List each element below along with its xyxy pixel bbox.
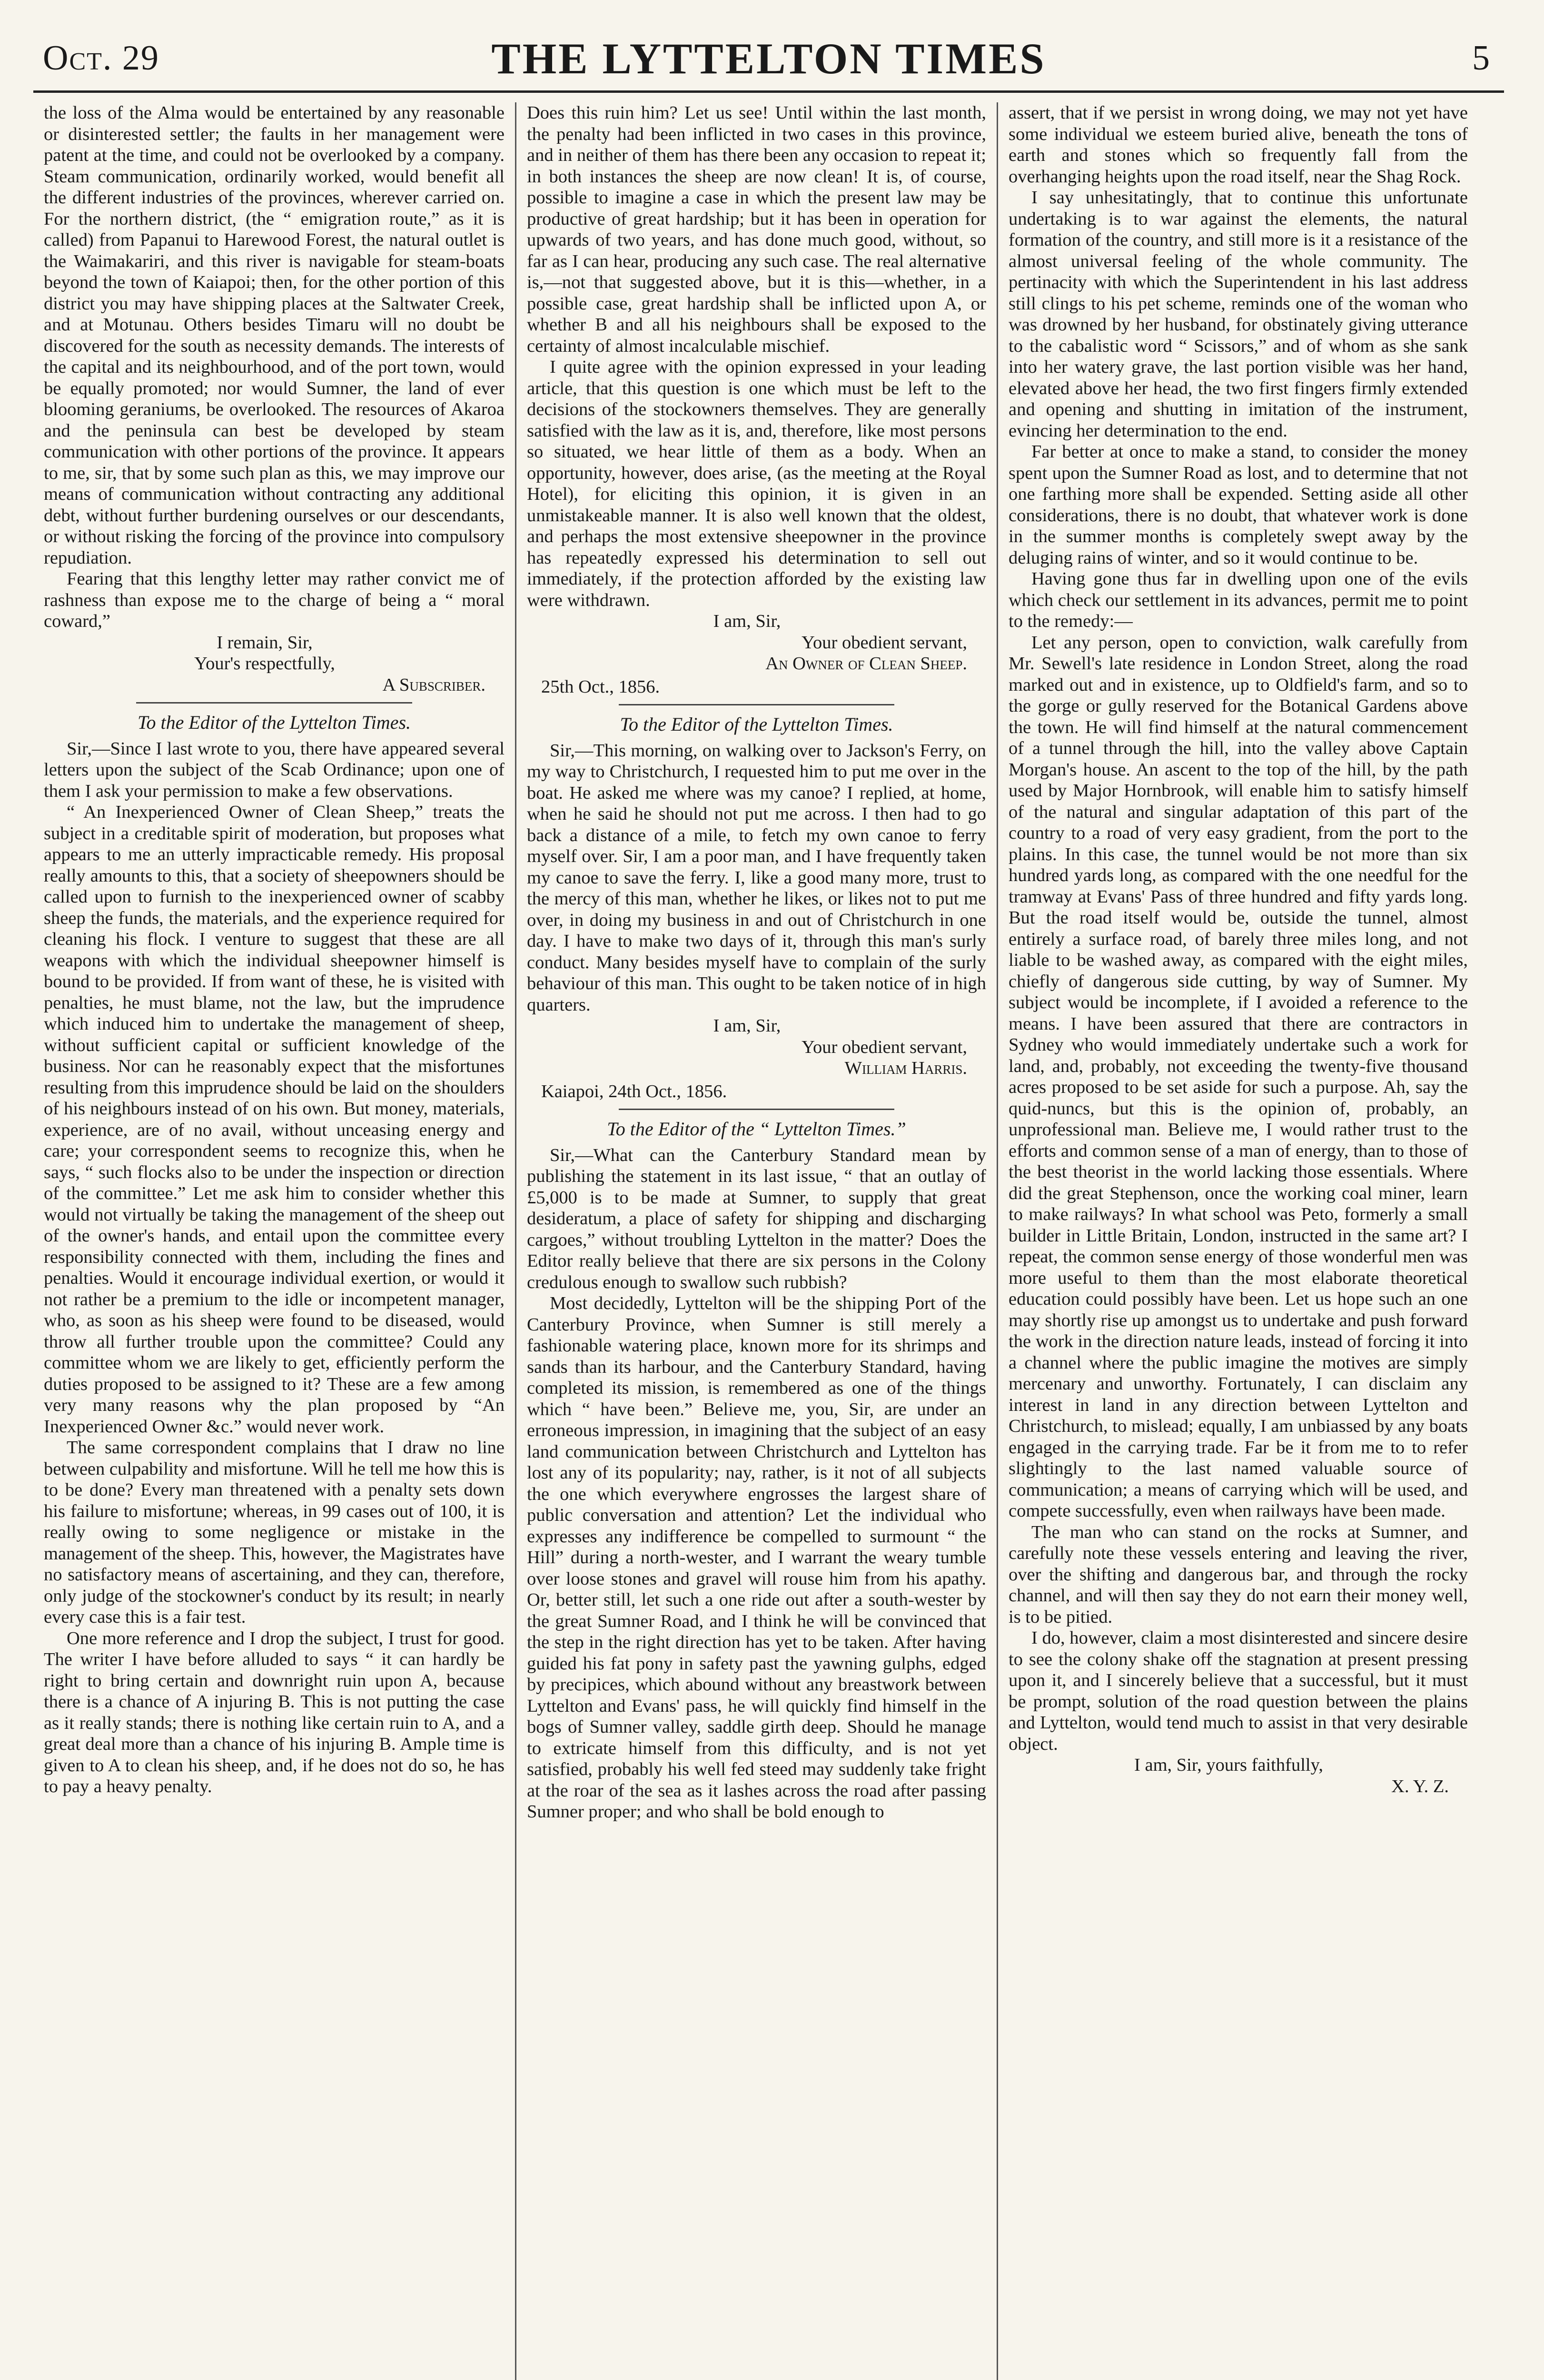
column-1 xyxy=(33,102,515,2380)
paragraph: Far better at once to make a stand, to consider the money spent upon the Sumner Road as lost, and to determine that not one farthing more shall be expended. Setting aside all other considerations, there is no doubt, that whatever work is done in the summer months is completely swept away by the deluging rains of winter, and so it would continue to be. xyxy=(1009,442,1468,568)
paragraph: I say unhesitatingly, that to continue this unfortunate undertaking is to war against the elements, the natural formation of the country, and still more is it a resistance of the almost universal feeling of the whole community. The pertinacity with which the Superintendent in his last address still clings to his pet scheme, reminds one of the woman who was drowned by her husband, for obstinately giving utterance to the cabalistic word “ Scissors,” and of whom as she sank into her watery grave, the last portion visible was her hand, elevated above her head, the two first fingers firmly extended and opening and shutting in imitation of the instrument, evincing her determination to the end. xyxy=(1009,188,1468,441)
signature: An Owner of Clean Sheep. xyxy=(765,654,967,674)
newspaper-title: THE LYTTELTON TIMES xyxy=(491,34,1046,83)
signature: William Harris. xyxy=(844,1058,967,1078)
letter-heading: To the Editor of the “ Lyttelton Times.” xyxy=(607,1118,906,1140)
page-number: 5 xyxy=(1472,39,1490,78)
divider xyxy=(619,1109,894,1110)
signature: X. Y. Z. xyxy=(1391,1776,1449,1796)
article-columns xyxy=(33,102,1504,2380)
signoff-line: I am, Sir, yours faithfully, xyxy=(1134,1755,1323,1775)
divider xyxy=(136,702,413,704)
paragraph: The same correspondent complains that I draw no line between culpability and misfortune. Will he tell me how this is to be done? Every man threatened with a penalty sets down his failure to misfortune; whereas, in 99 cases out of 100, it is really owing to some negligence or mistake in the management of the sheep. This, however, the Magistrates have no satisfactory means of ascertaining, and they can, therefore, only judge of the stockowner's conduct by its result; in nearly every case this is a fair test. xyxy=(44,1438,505,1627)
letter-date: Kaiapoi, 24th Oct., 1856. xyxy=(541,1081,727,1101)
paragraph: Most decidedly, Lyttelton will be the shipping Port of the Canterbury Province, when Sumner is still merely a fashionable watering place, known more for its shrimps and sands than its harbour, and the Canterbury Standard, having completed its mission, is remembered as one of the things which “ have been.” Believe me, you, Sir, are under an erroneous impression, in imagining that the subject of an easy land communication between Christchurch and Lyttelton has lost any of its popularity; nay, rather, is it not of all subjects the one which everywhere engrosses the largest share of public conversation and attention? Let the individual who expresses any indifference be compelled to surmount “ the Hill” during a north-wester, and I warrant the weary tumble over loose stones and gravel will rouse him from his apathy. Or, better still, let such a one ride out after a south-wester by the great Sumner Road, and I think he will be convinced that the step in the right direction has yet to be taken. After having guided his fat pony in safety past the yawning gulphs, edged by precipices, which abound without any breastwork between Lyttelton and Evans' pass, he will quickly find himself in the bogs of Sumner valley, saddle girth deep. Should he manage to extricate himself from this difficulty, and is not yet satisfied, probably his well fed steed may suddenly take fright at the roar of the sea as it lashes across the road after passing Sumner proper; and who shall be bold enough to xyxy=(527,1293,986,1822)
signoff-line: Your obedient servant, xyxy=(802,632,967,653)
issue-date: Oct. 29 xyxy=(43,39,159,78)
signoff-line: I remain, Sir, xyxy=(217,632,313,653)
letter-heading: To the Editor of the Lyttelton Times. xyxy=(137,712,411,733)
paragraph: Sir,—Since I last wrote to you, there have appeared several letters upon the subject of the Scab Ordinance; upon one of them I ask your permission to make a few observations. xyxy=(44,738,505,801)
paragraph: I quite agree with the opinion expressed in your leading article, that this question is one which must be left to the decisions of the stockowners themselves. They are generally satisfied with the law as it is, and, therefore, like most persons so situated, we hear little of them as a body. When an opportunity, however, does arise, (as the meeting at the Royal Hotel), for eliciting this opinion, it is given in an unmistakeable manner. It is also well known that the oldest, and perhaps the most extensive sheepowner in the province has repeatedly expressed his determination to sell out immediately, if the protection afforded by the existing law were withdrawn. xyxy=(527,357,986,610)
column-2 xyxy=(515,102,997,2380)
divider xyxy=(619,704,894,705)
paragraph: I do, however, claim a most disinterested and sincere desire to see the colony shake off the stagnation at present pressing upon it, and I sincerely believe that a successful, but it must be prompt, solution of the road question between the plains and Lyttelton, would tend much to assist in that very desirable object. xyxy=(1009,1628,1468,1754)
signoff-line: Your's respectfully, xyxy=(194,654,335,674)
paragraph: Sir,—This morning, on walking over to Jackson's Ferry, on my way to Christchurch, I requested him to put me over in the boat. He asked me where was my canoe? I replied, at home, when he said he should not put me across. I then had to go back a distance of a mile, to fetch my own canoe to ferry myself over. Sir, I am a poor man, and I have frequently taken my canoe to save the ferry. I, like a good many more, trust to the mercy of this man, whether he likes, or likes not to put me over, in doing my business in and out of Christchurch in one day. I have to make two days of it, through this man's surly conduct. Many besides myself have to complain of the surly behaviour of this man. This ought to be taken notice of in high quarters. xyxy=(527,740,986,1015)
masthead xyxy=(33,19,1504,93)
signature: A Subscriber. xyxy=(382,674,485,695)
signoff-line: I am, Sir, xyxy=(713,1016,781,1036)
letter-continuation: assert, that if we persist in wrong doing, we may not yet have some individual we esteem buried alive, beneath the tons of earth and stones which so frequently fall from the overhanging heights upon the road itself, near the Shag Rock. xyxy=(1009,103,1468,187)
signoff-line: Your obedient servant, xyxy=(802,1037,967,1057)
letter-date: 25th Oct., 1856. xyxy=(541,676,660,697)
column-3 xyxy=(997,102,1478,2380)
paragraph: The man who can stand on the rocks at Sumner, and carefully note these vessels entering and leaving the river, over the shifting and dangerous bar, and through the rocky channel, and will then say they do not earn their money well, is to be pitied. xyxy=(1009,1522,1468,1627)
signoff-line: I am, Sir, xyxy=(713,611,781,631)
letter-closing: Fearing that this lengthy letter may rather convict me of rashness than expose me to the charge of being a “ moral coward,” xyxy=(44,569,505,631)
letter-continuation: the loss of the Alma would be entertained by any reasonable or disinterested settler; the faults in her management were patent at the time, and could not be overlooked by a company. Steam communication, ordinarily worked, would benefit all the different industries of the provinces, wherever carried on. For the northern district, (the “ emigration route,” as it is called) from Papanui to Harewood Forest, the natural outlet is the Waimakariri, and this river is navigable for steam-boats beyond the town of Kaiapoi; then, for the other portion of this district you may have shipping places at the Saltwater Creek, and at Motunau. Others besides Timaru will no doubt be discovered for the south as necessity demands. The interests of the capital and its neighbourhood, and of the port town, would be equally promoted; nor would Sumner, the land of ever blooming geraniums, be overlooked. The resources of Akaroa and the peninsula can best be developed by steam communication with other portions of the province. It appears to me, sir, that by some such plan as this, we may improve our means of communication without contracting any additional debt, without further burdening ourselves or our descendants, or without risking the forcing of the province into compulsory repudiation. xyxy=(44,103,505,568)
paragraph: Sir,—What can the Canterbury Standard mean by publishing the statement in its last issue, “ that an outlay of £5,000 is to be made at Sumner, to supply that great desideratum, a place of safety for shipping and discharging cargoes,” without troubling Lyttelton in the matter? Does the Editor really believe that there are six persons in the Colony credulous enough to swallow such rubbish? xyxy=(527,1145,986,1292)
paragraph: “ An Inexperienced Owner of Clean Sheep,” treats the subject in a creditable spirit of moderation, but proposes what appears to me an utterly impracticable remedy. His proposal really amounts to this, that a society of sheepowners should be called upon to furnish to the inexperienced owner of scabby sheep the funds, the materials, and the experience required for cleaning his flock. I venture to suggest that these are all weapons with which the individual sheepowner himself is bound to be provided. If from want of these, he is visited with penalties, he must blame, not the law, but the imprudence which induced him to undertake the management of sheep, without sufficient capital or sufficient knowledge of the business. Nor can he reasonably expect that the misfortunes resulting from this imprudence should be laid on the shoulders of his neighbours instead of on his own. But money, materials, experience, are of no avail, without unceasing energy and care; your correspondent seems to recognize this, when he says, “ such flocks also to be under the inspection or direction of the committee.” Let me ask him to consider whether this would not virtually be taking the management of the sheep out of the owner's hands, and entail upon the committee every responsibility connected with them, including the fines and penalties. Would it encourage individual exertion, or would it not rather be a premium to the idle or incompetent manager, who, as soon as his sheep were found to be diseased, would throw all further trouble upon the committee? Could any committee whom we are likely to get, efficiently perform the duties proposed to be assigned to it? These are a few among very many reasons why the plan proposed by “An Inexperienced Owner &c.” would never work. xyxy=(44,802,505,1437)
paragraph: One more reference and I drop the subject, I trust for good. The writer I have before alluded to says “ it can hardly be right to bring certain and downright ruin upon A, because there is a chance of A injuring B. This is not putting the case as it really stands; there is nothing like certain ruin to A, and a great deal more than a chance of his injuring B. Ample time is given to A to clean his sheep, and, if he does not do so, he has to pay a heavy penalty. xyxy=(44,1628,505,1796)
paragraph: Having gone thus far in dwelling upon one of the evils which check our settlement in its advances, permit me to point to the remedy:— xyxy=(1009,569,1468,631)
letter-heading: To the Editor of the Lyttelton Times. xyxy=(620,714,893,735)
letter-continuation: Does this ruin him? Let us see! Until within the last month, the penalty had been inflicted in two cases in this province, and in neither of them has there been any occasion to repeat it; in both instances the sheep are now clean! It is, of course, possible to imagine a case in which the present law may be productive of great hardship; but it has been in operation for upwards of two years, and has done much good, without, so far as I can hear, producing any such case. The real alternative is,—not that suggested above, but it is this—whether, in a possible case, great hardship shall be inflicted upon A, or whether B and all his neighbours shall be exposed to the certainty of almost incalculable mischief. xyxy=(527,103,986,356)
paragraph: Let any person, open to conviction, walk carefully from Mr. Sewell's late residence in London Street, along the road marked out and in existence, up to Oldfield's farm, and so to the gorge or gully reserved for the Botanical Gardens above the town. He will find himself at the natural commencement of a tunnel through the hill, into the valley above Captain Morgan's house. An ascent to the top of the hill, by the path used by Major Hornbrook, will enable him to satisfy himself of the natural and singular adaptation of this part of the country to a road of very easy gradient, from the port to the plains. In this case, the tunnel would be not more than six hundred yards long, as compared with the one needful for the tramway at Evans' Pass of three hundred and fifty yards long. But the road itself would be, outside the tunnel, almost entirely a surface road, of barely three miles long, and not liable to be washed away, as compared with the eight miles, chiefly of dangerous side cutting, by way of Sumner. My subject would be incomplete, if I avoided a reference to the means. I have been assured that there are contractors in Sydney who would immediately undertake such a work for land, and, probably, not exceeding the twenty-five thousand acres proposed to be set aside for such a purpose. Ah, say the quid-nuncs, but this is the opinion of, probably, an unprofessional man. Believe me, I would rather trust to the efforts and common sense of a man of energy, than to those of the best theorist in the world lacking those essentials. Where did the great Stephenson, once the working coal miner, learn to make railways? In what school was Peto, formerly a small builder in Little Britain, London, instructed in the same art? I repeat, the common sense energy of those wonderful men was more useful to them than the most elaborate theoretical education could possibly have been. Let us hope such an one may shortly rise up amongst us to undertake and push forward the work in the direction nature leads, instead of forcing it into a channel where the public imagine the motives are simply mercenary and unworthy. Fortunately, I can disclaim any interest in land in any direction between Lyttelton and Christchurch, to mislead; equally, I am unbiassed by any boats engaged in the carrying trade. Far be it from me to to refer slightingly to the last named valuable source of communication; a means of carrying which will be used, and compete successfully, even when railways have been made. xyxy=(1009,632,1468,1521)
